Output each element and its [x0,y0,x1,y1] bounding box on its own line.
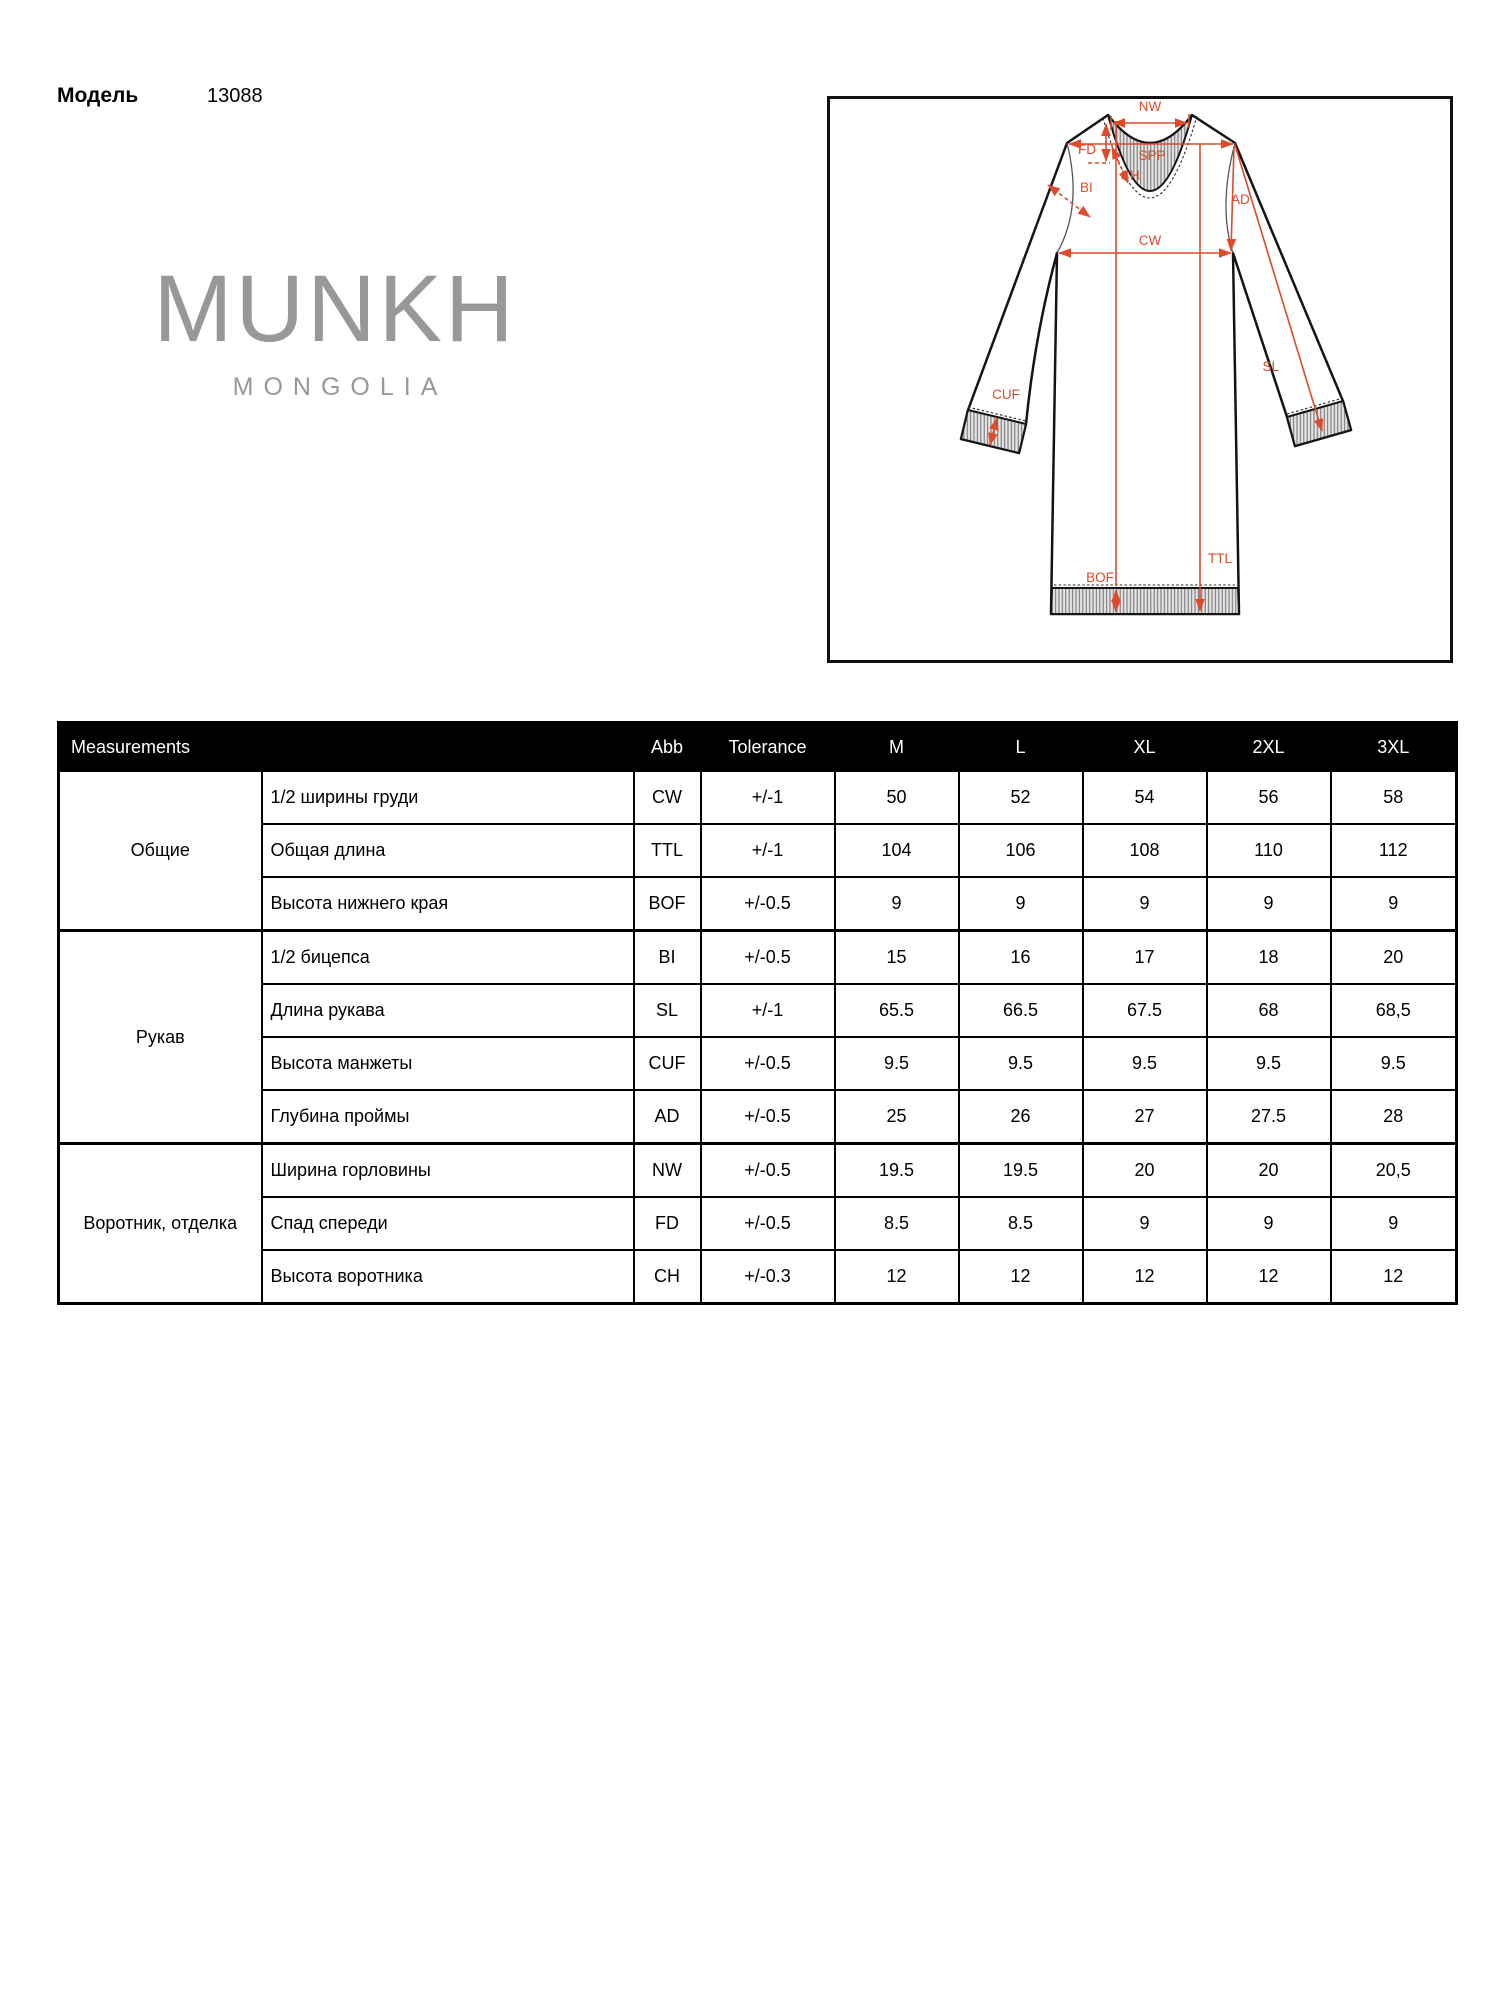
value-cell: 52 [959,771,1083,824]
value-cell: 20 [1331,931,1457,985]
table-row [59,931,1457,985]
value-cell: 20 [1207,1144,1331,1198]
value-cell: 9 [1331,1197,1457,1250]
diagram-label-ch: CH [1120,168,1140,183]
value-cell: 19.5 [835,1144,959,1198]
abb-cell: AD [634,1090,701,1144]
value-cell: 50 [835,771,959,824]
tol-cell: +/-0.5 [701,1197,835,1250]
value-cell: 27 [1083,1090,1207,1144]
table-row [59,1144,1457,1198]
tol-cell: +/-0.3 [701,1250,835,1304]
table-row [59,824,1457,877]
brand-logo [120,256,550,402]
value-cell: 9 [1331,877,1457,931]
table-row [59,1197,1457,1250]
value-cell: 18 [1207,931,1331,985]
col-header-size-l: L [959,723,1083,772]
value-cell: 8.5 [959,1197,1083,1250]
tol-cell: +/-1 [701,824,835,877]
value-cell: 68,5 [1331,984,1457,1037]
hem-rib [1051,588,1239,614]
value-cell: 9.5 [1207,1037,1331,1090]
value-cell: 8.5 [835,1197,959,1250]
measurements-table [57,721,1458,1305]
value-cell: 9 [1207,1197,1331,1250]
value-cell: 9 [1083,1197,1207,1250]
diagram-label-sl: SL [1262,359,1279,374]
value-cell: 9.5 [835,1037,959,1090]
diagram-label-bof: BOF [1086,570,1114,585]
value-cell: 104 [835,824,959,877]
diagram-label-ad: AD [1231,192,1250,207]
value-cell: 20 [1083,1144,1207,1198]
tol-cell: +/-0.5 [701,1144,835,1198]
tol-cell: +/-1 [701,984,835,1037]
abb-cell: FD [634,1197,701,1250]
abb-cell: CUF [634,1037,701,1090]
value-cell: 58 [1331,771,1457,824]
param-cell: Спад спереди [262,1197,634,1250]
value-cell: 110 [1207,824,1331,877]
abb-cell: TTL [634,824,701,877]
diagram-label-cuf: CUF [992,387,1020,402]
table-row [59,771,1457,824]
abb-cell: BI [634,931,701,985]
diagram-label-nw: NW [1138,99,1162,114]
value-cell: 67.5 [1083,984,1207,1037]
value-cell: 12 [835,1250,959,1304]
value-cell: 26 [959,1090,1083,1144]
value-cell: 65.5 [835,984,959,1037]
tol-cell: +/-0.5 [701,1090,835,1144]
value-cell: 106 [959,824,1083,877]
col-header-abb: Abb [634,723,701,772]
group-cell: Рукав [59,931,262,1144]
tol-cell: +/-1 [701,771,835,824]
value-cell: 17 [1083,931,1207,985]
value-cell: 12 [959,1250,1083,1304]
col-header-size-m: M [835,723,959,772]
diagram-label-spp: SPP [1138,148,1166,163]
value-cell: 54 [1083,771,1207,824]
group-cell: Воротник, отделка [59,1144,262,1304]
tol-cell: +/-0.5 [701,1037,835,1090]
value-cell: 15 [835,931,959,985]
value-cell: 9 [1207,877,1331,931]
table-row [59,877,1457,931]
value-cell: 9 [959,877,1083,931]
param-cell: Глубина проймы [262,1090,634,1144]
value-cell: 12 [1207,1250,1331,1304]
model-number: 13088 [207,85,263,107]
param-cell: 1/2 бицепса [262,931,634,985]
value-cell: 25 [835,1090,959,1144]
abb-cell: BOF [634,877,701,931]
value-cell: 108 [1083,824,1207,877]
value-cell: 66.5 [959,984,1083,1037]
diagram-label-bi: BI [1080,180,1093,195]
value-cell: 12 [1331,1250,1457,1304]
garment-diagram [830,99,1450,660]
col-header-size-xl: XL [1083,723,1207,772]
value-cell: 56 [1207,771,1331,824]
brand-name: MUNKH [153,256,517,362]
abb-cell: NW [634,1144,701,1198]
param-cell: Общая длина [262,824,634,877]
param-cell: Высота воротника [262,1250,634,1304]
tol-cell: +/-0.5 [701,877,835,931]
value-cell: 12 [1083,1250,1207,1304]
tol-cell: +/-0.5 [701,931,835,985]
col-header-size-2xl: 2XL [1207,723,1331,772]
value-cell: 19.5 [959,1144,1083,1198]
value-cell: 16 [959,931,1083,985]
value-cell: 9.5 [1331,1037,1457,1090]
garment-diagram-frame [827,96,1453,663]
table-row [59,1090,1457,1144]
col-header-size-3xl: 3XL [1331,723,1457,772]
param-cell: 1/2 ширины груди [262,771,634,824]
diagram-label-ttl: TTL [1208,551,1233,566]
table-header-row [59,723,1457,772]
value-cell: 9.5 [1083,1037,1207,1090]
abb-cell: SL [634,984,701,1037]
param-cell: Длина рукава [262,984,634,1037]
model-label: Модель [57,84,139,107]
group-cell: Общие [59,771,262,931]
brand-subtitle: MONGOLIA [232,373,448,401]
value-cell: 20,5 [1331,1144,1457,1198]
value-cell: 9.5 [959,1037,1083,1090]
table-row [59,1250,1457,1304]
value-cell: 27.5 [1207,1090,1331,1144]
table-row [59,1037,1457,1090]
abb-cell: CH [634,1250,701,1304]
table-row [59,984,1457,1037]
diagram-label-cw: CW [1138,233,1162,248]
diagram-label-fd: FD [1078,142,1096,157]
value-cell: 9 [835,877,959,931]
value-cell: 9 [1083,877,1207,931]
col-header-tolerance: Tolerance [701,723,835,772]
param-cell: Ширина горловины [262,1144,634,1198]
param-cell: Высота нижнего края [262,877,634,931]
value-cell: 68 [1207,984,1331,1037]
param-cell: Высота манжеты [262,1037,634,1090]
value-cell: 112 [1331,824,1457,877]
value-cell: 28 [1331,1090,1457,1144]
col-header-measurements: Measurements [59,723,634,772]
abb-cell: CW [634,771,701,824]
